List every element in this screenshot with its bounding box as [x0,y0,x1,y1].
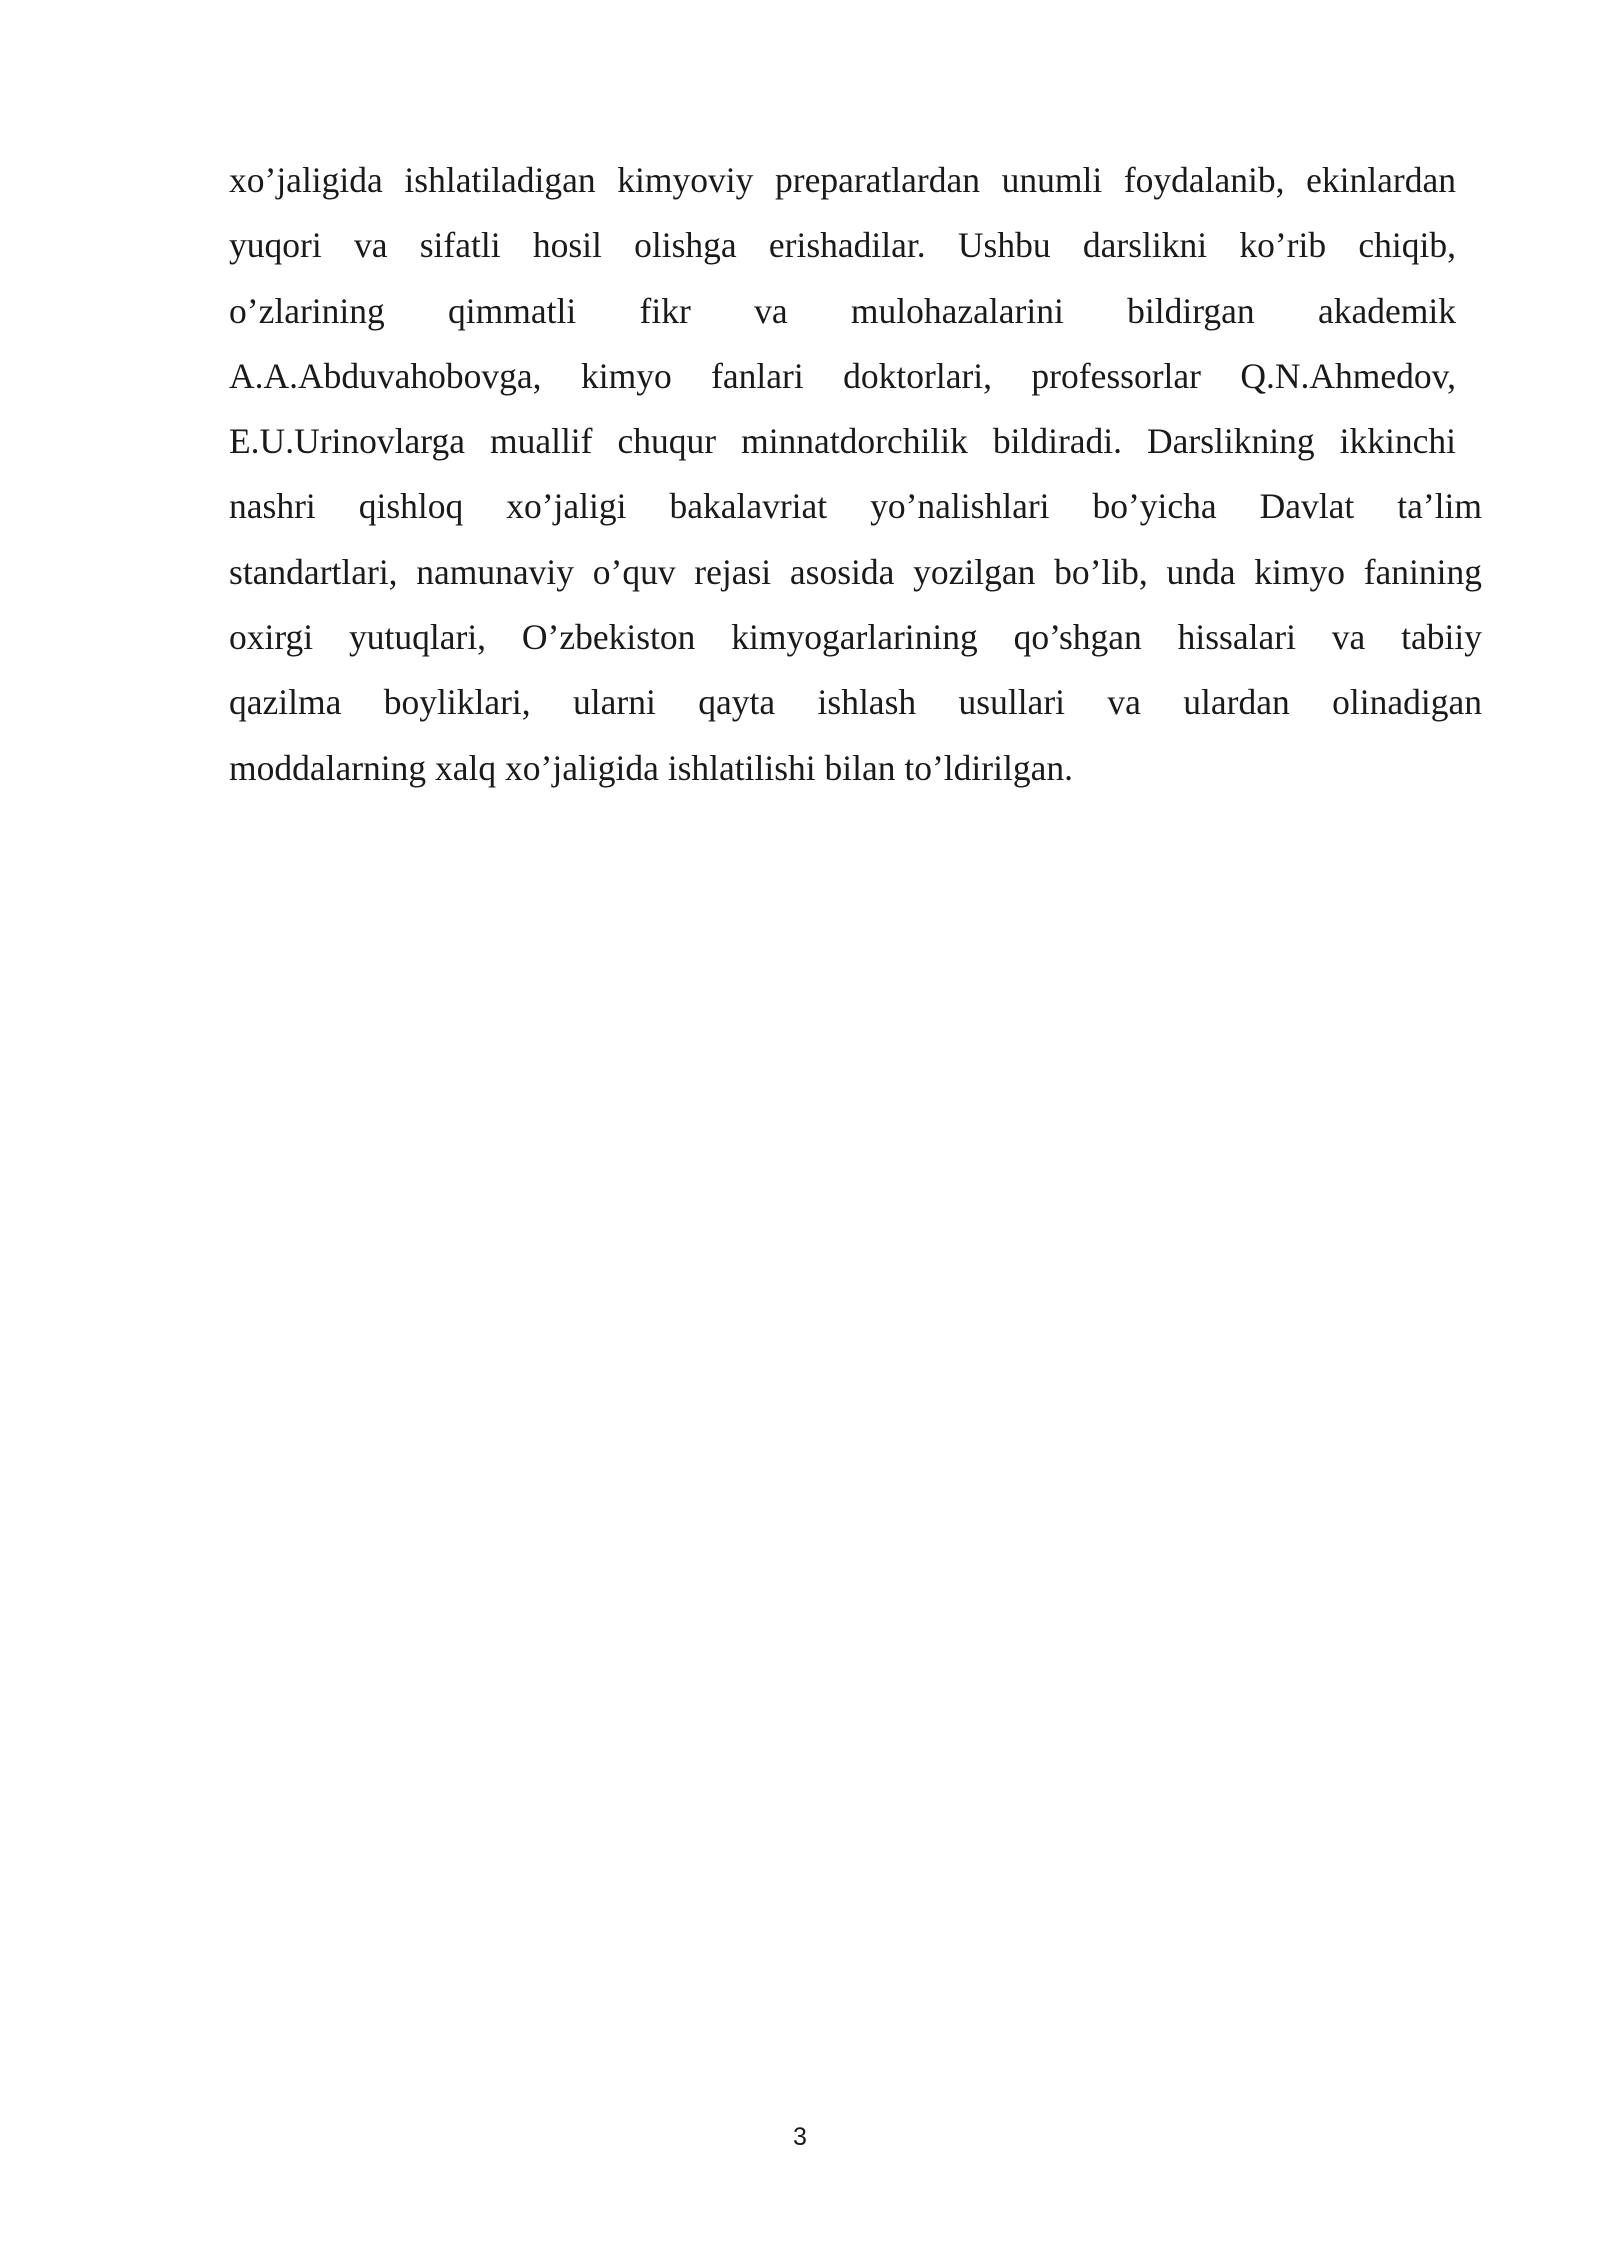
text-line: A.A.Abduvahobovga, kimyo fanlari doktorlari, professorlar Q.N.Ahmedov, [229,355,1456,396]
text-line: yuqori va sifatli hosil olishga erishadilar. Ushbu darslikni ko’rib chiqib, [229,225,1456,266]
text-line: oxirgi yutuqlari, O’zbekiston kimyogarlarining qo’shgan hissalari va tabiiy [229,617,1482,658]
page-number: 3 [793,2123,807,2151]
text-line: xo’jaligida ishlatiladigan kimyoviy preparatlardan unumli foydalanib, ekinlardan [229,160,1456,200]
text-line: E.U.Urinovlarga muallif chuqur minnatdorchilik bildiradi. Darslikning ikkinchi [229,421,1456,462]
body-paragraph [229,148,1482,801]
text-line-last: moddalarning xalq xo’jaligida ishlatilishi bilan to’ldirilgan. [229,747,1073,788]
text-line: standartlari, namunaviy o’quv rejasi asosida yozilgan bo’lib, unda kimyo fanining [229,551,1482,592]
text-line: qazilma boyliklari, ularni qayta ishlash usullari va ulardan olinadigan [229,682,1482,723]
text-line: o’zlarining qimmatli fikr va mulohazalarini bildirgan akademik [229,290,1456,331]
text-line: nashri qishloq xo’jaligi bakalavriat yo’nalishlari bo’yicha Davlat ta’lim [229,486,1482,527]
